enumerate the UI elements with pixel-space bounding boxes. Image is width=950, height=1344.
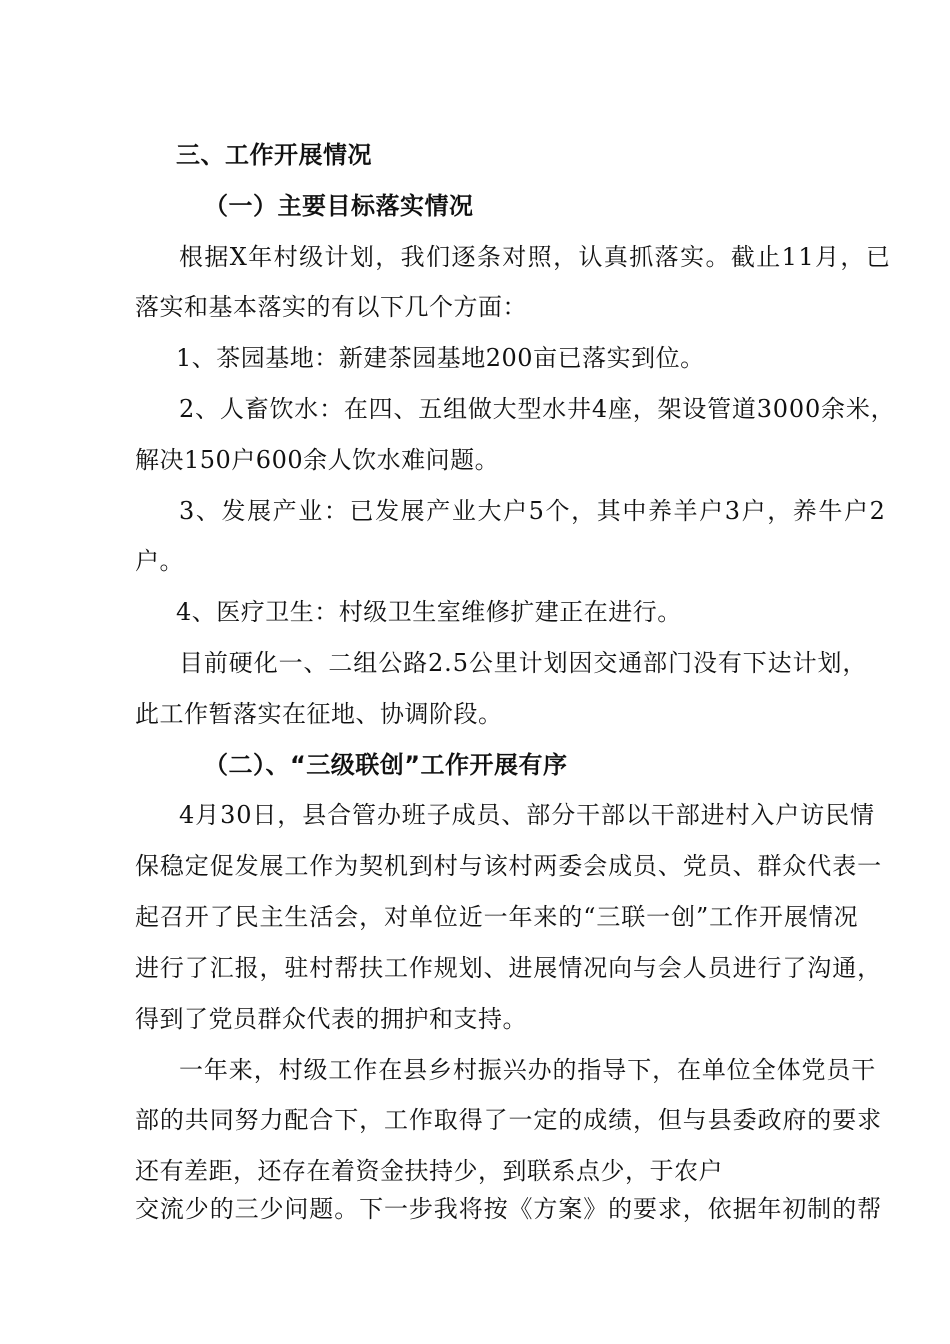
paragraph-1-line-1: 根据X年村级计划，我们逐条对照，认真抓落实。截止11月，已 <box>179 243 892 271</box>
list-item-3-line-2: 户。 <box>135 547 184 575</box>
list-item-2-line-1: 2、人畜饮水：在四、五组做大型水井4座，架设管道3000余米， <box>179 395 896 423</box>
paragraph-3-line-4: 进行了汇报，驻村帮扶工作规划、进展情况向与会人员进行了沟通， <box>135 954 882 982</box>
list-item-2-line-2: 解决150户600余人饮水难问题。 <box>135 446 500 474</box>
paragraph-4-line-1: 一年来，村级工作在县乡村振兴办的指导下，在单位全体党员干 <box>179 1056 877 1084</box>
paragraph-2-line-1: 目前硬化一、二组公路2.5公里计划因交通部门没有下达计划， <box>179 649 868 677</box>
subsection-title-2: （二）、“三级联创”工作开展有序 <box>204 751 568 779</box>
list-item-4: 4、医疗卫生：村级卫生室维修扩建正在进行。 <box>176 598 682 626</box>
subsection-title-1: （一）主要目标落实情况 <box>204 192 474 220</box>
list-item-3-line-1: 3、发展产业：已发展产业大户5个，其中养羊户3户，养牛户2 <box>179 497 887 525</box>
paragraph-4-line-3: 还有差距，还存在着资金扶持少，到联系点少，于农户 <box>135 1157 723 1185</box>
paragraph-4-line-2: 部的共同努力配合下，工作取得了一定的成绩，但与县委政府的要求 <box>135 1106 882 1134</box>
paragraph-3-line-2: 保稳定促发展工作为契机到村与该村两委会成员、党员、群众代表一 <box>135 852 882 880</box>
paragraph-3-line-5: 得到了党员群众代表的拥护和支持。 <box>135 1005 527 1033</box>
section-title: 三、工作开展情况 <box>176 141 372 169</box>
paragraph-4-line-4: 交流少的三少问题。下一步我将按《方案》的要求，依据年初制的帮 <box>135 1195 882 1223</box>
list-item-1: 1、茶园基地：新建茶园基地200亩已落实到位。 <box>176 344 705 372</box>
paragraph-2-line-2: 此工作暂落实在征地、协调阶段。 <box>135 700 503 728</box>
paragraph-3-line-3: 起召开了民主生活会，对单位近一年来的“三联一创”工作开展情况 <box>135 903 859 931</box>
paragraph-3-line-1: 4月30日，县合管办班子成员、部分干部以干部进村入户访民情 <box>179 801 875 829</box>
paragraph-1-line-2: 落实和基本落实的有以下几个方面： <box>135 293 527 321</box>
